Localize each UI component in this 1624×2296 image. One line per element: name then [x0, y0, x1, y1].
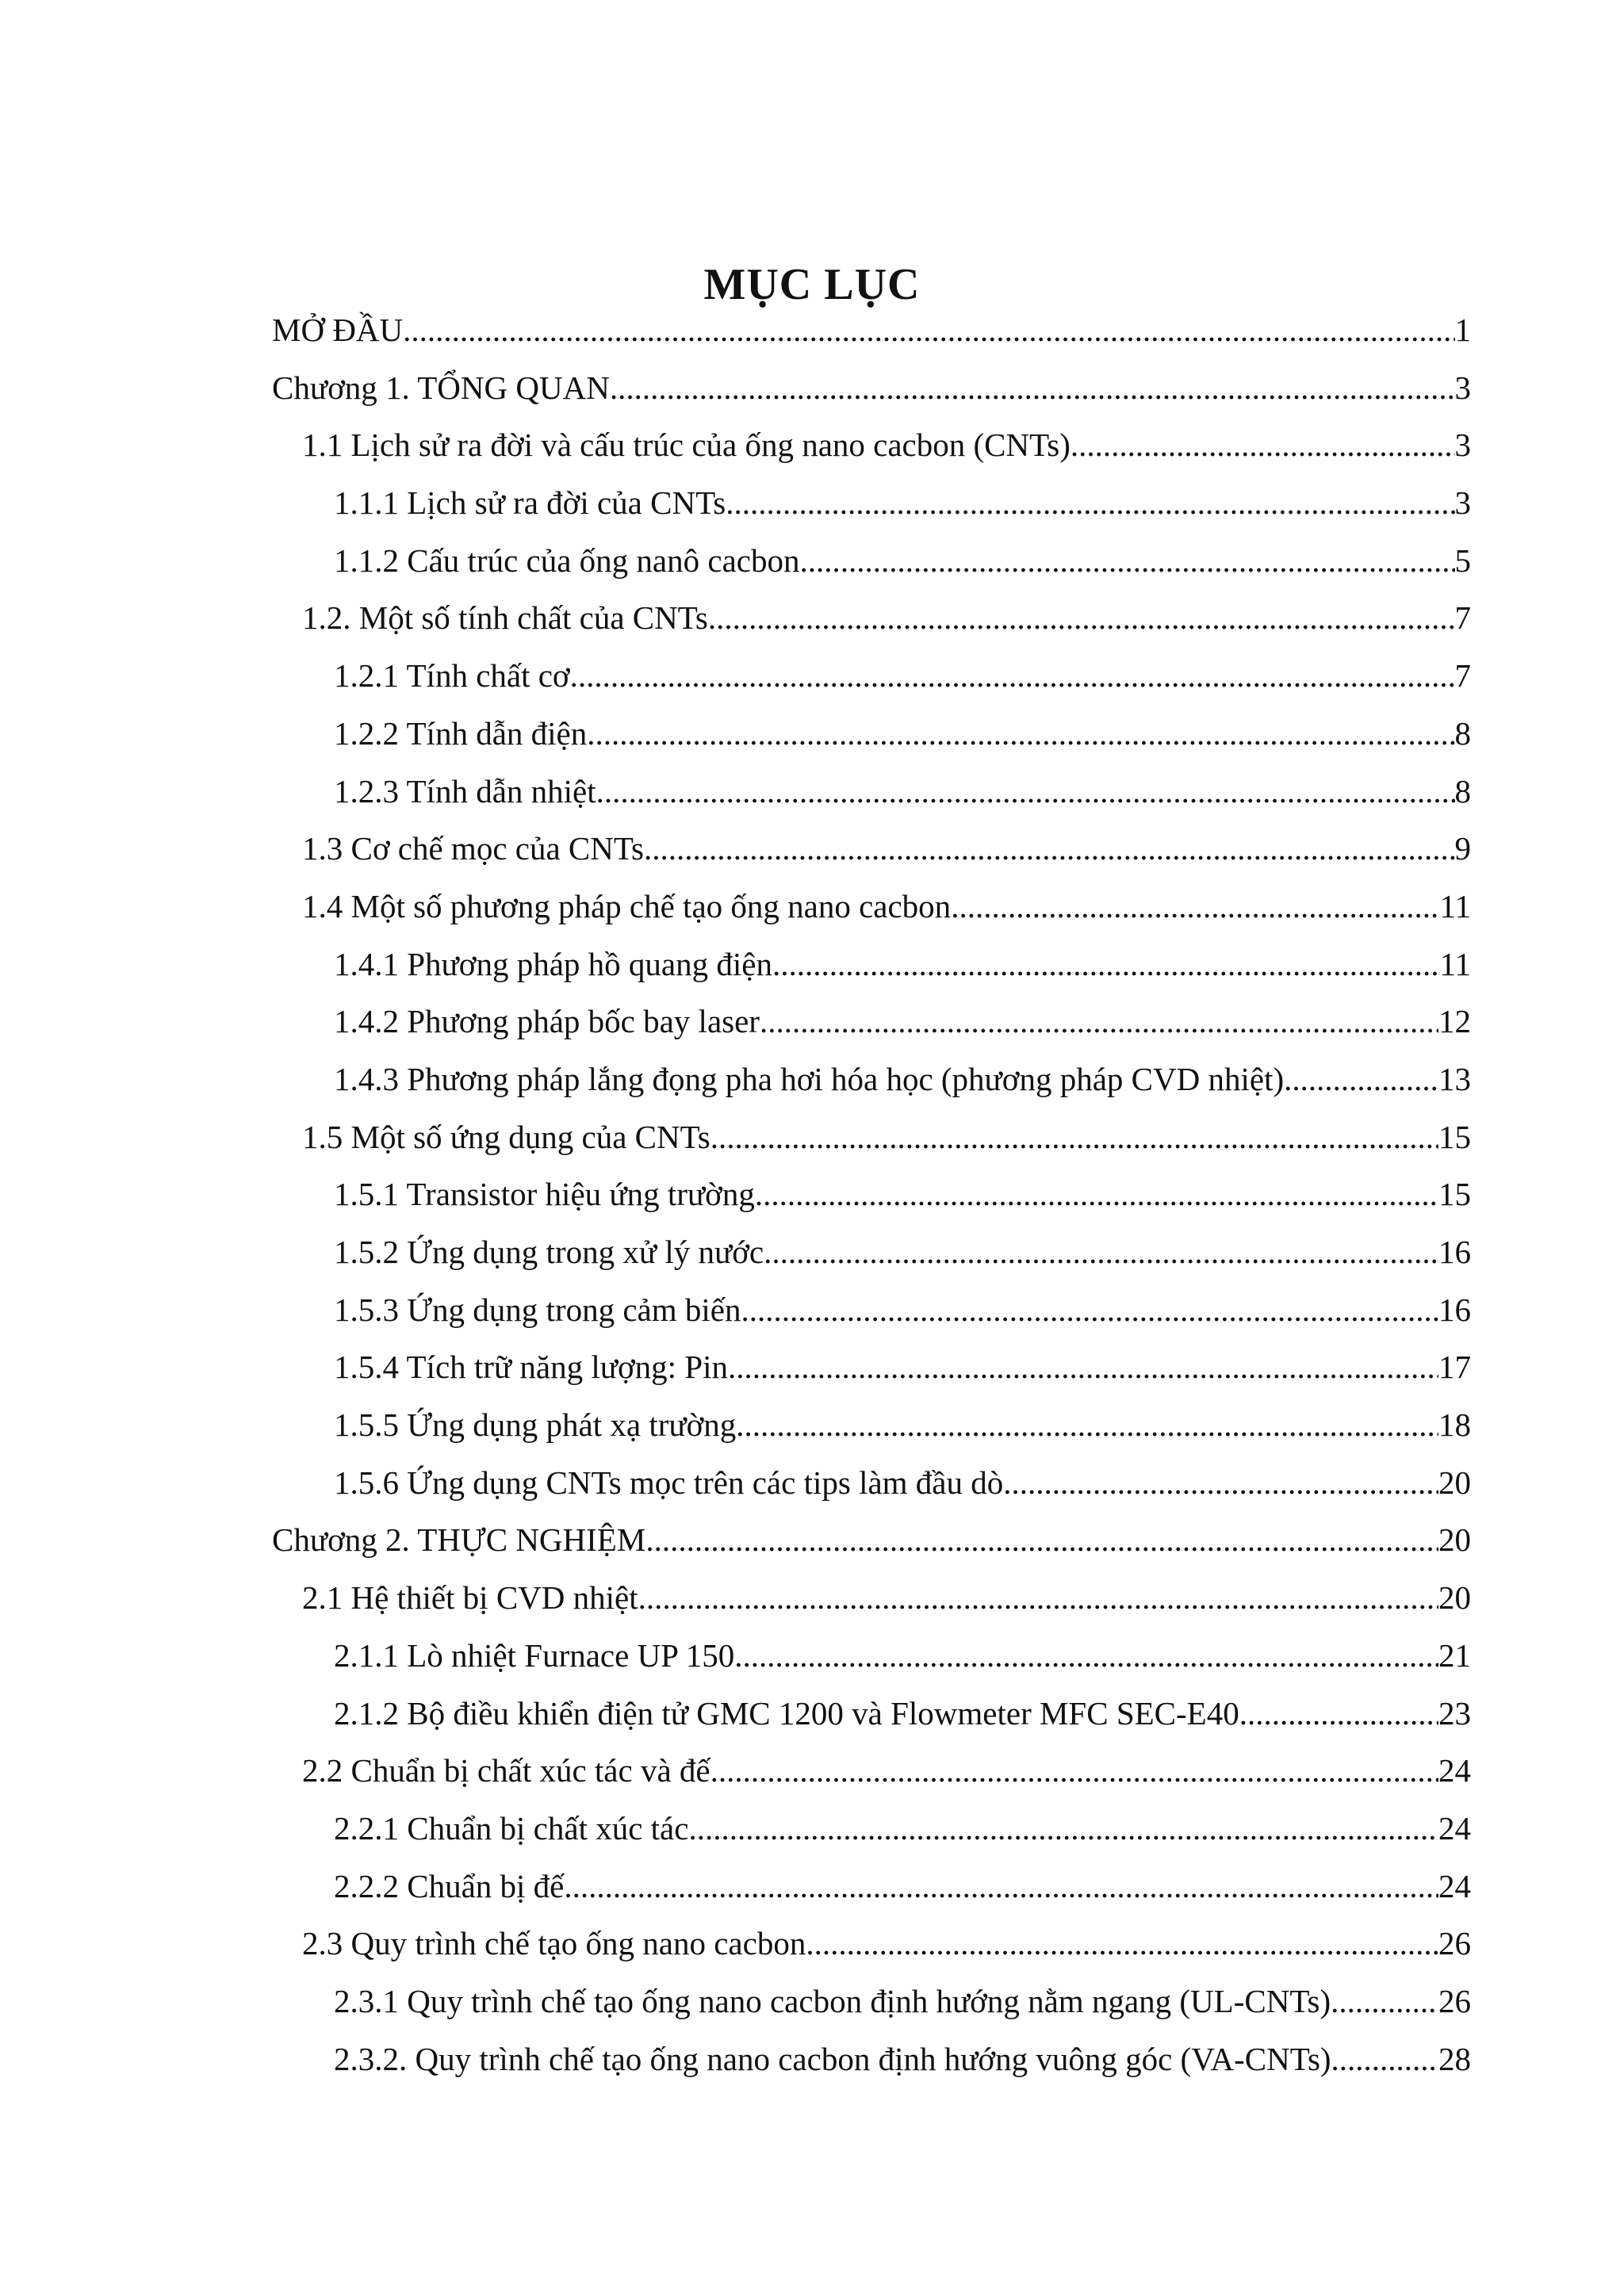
toc-entry	[0, 1627, 1624, 1685]
toc-entry-label: 1.5.6 Ứng dụng CNTs mọc trên các tips làm đầu dò	[334, 1464, 1004, 1501]
toc-entry-page-number: 16	[1438, 1234, 1471, 1270]
toc-dot-leader	[587, 705, 1454, 763]
toc-dot-leader	[570, 647, 1455, 705]
toc-entry-page-number: 20	[1438, 1521, 1471, 1559]
toc-entry	[0, 1511, 1624, 1569]
toc-entry	[0, 1396, 1624, 1454]
toc-entry-page-number: 3	[1454, 484, 1471, 522]
table-of-contents	[0, 301, 1624, 2087]
toc-entry	[0, 359, 1624, 417]
toc-entry	[0, 1858, 1624, 1915]
toc-entry-label: 1.1.1 Lịch sử ra đời của CNTs	[334, 484, 726, 522]
toc-dot-leader	[764, 1223, 1438, 1281]
toc-entry-label: 1.2.3 Tính dẫn nhiệt	[334, 772, 596, 809]
toc-entry	[0, 1569, 1624, 1627]
toc-dot-leader	[799, 532, 1454, 590]
toc-entry-page-number: 8	[1454, 714, 1471, 752]
toc-entry-page-number: 11	[1439, 887, 1471, 924]
toc-entry-page-number: 28	[1438, 2040, 1471, 2077]
toc-entry-page-number: 23	[1438, 1694, 1471, 1732]
toc-entry-label: Chương 1. TỔNG QUAN	[272, 369, 610, 406]
toc-dot-leader	[564, 1858, 1438, 1915]
toc-entry-page-number: 13	[1438, 1060, 1471, 1097]
toc-entry-label: 1.5 Một số ứng dụng của CNTs	[302, 1118, 710, 1155]
toc-entry-label: MỞ ĐẦU	[272, 312, 404, 348]
toc-entry-label: 1.2.2 Tính dẫn điện	[334, 714, 588, 752]
toc-entry-label: Chương 2. THỰC NGHIỆM	[272, 1521, 646, 1559]
toc-dot-leader	[772, 936, 1440, 993]
toc-entry	[0, 1454, 1624, 1512]
toc-entry-label: 1.4.2 Phương pháp bốc bay laser	[334, 1003, 760, 1040]
toc-entry	[0, 416, 1624, 474]
toc-entry-page-number: 21	[1438, 1636, 1471, 1674]
toc-entry-page-number: 1	[1454, 312, 1471, 348]
toc-dot-leader	[728, 1338, 1438, 1396]
toc-entry-label: 1.3 Cơ chế mọc của CNTs	[302, 830, 645, 867]
toc-entry-page-number: 20	[1438, 1579, 1471, 1617]
toc-entry-label: 1.4 Một số phương pháp chế tạo ống nano cacbon	[302, 887, 952, 924]
toc-entry-label: 2.2.1 Chuẩn bị chất xúc tác	[334, 1809, 689, 1846]
toc-entry	[0, 1338, 1624, 1396]
toc-entry-page-number: 16	[1438, 1291, 1471, 1328]
toc-entry-page-number: 12	[1438, 1003, 1471, 1040]
toc-entry	[0, 474, 1624, 532]
toc-dot-leader	[806, 1915, 1438, 1973]
toc-entry	[0, 1108, 1624, 1166]
toc-entry	[0, 532, 1624, 590]
toc-entry-page-number: 24	[1438, 1867, 1471, 1904]
toc-entry	[0, 301, 1624, 359]
toc-entry-page-number: 11	[1439, 945, 1471, 982]
toc-entry-page-number: 15	[1438, 1176, 1471, 1213]
toc-entry	[0, 2030, 1624, 2088]
toc-entry-label: 1.1.2 Cấu trúc của ống nanô cacbon	[334, 541, 800, 579]
toc-entry-page-number: 5	[1454, 541, 1471, 579]
toc-entry-page-number: 8	[1454, 772, 1471, 809]
toc-dot-leader	[403, 301, 1454, 359]
toc-entry-label: 2.1.2 Bộ điều khiển điện tử GMC 1200 và Flowmeter MFC SEC-E40	[334, 1694, 1239, 1732]
toc-entry	[0, 993, 1624, 1050]
toc-entry	[0, 936, 1624, 993]
toc-entry-label: 1.5.4 Tích trữ năng lượng: Pin	[334, 1349, 728, 1386]
toc-entry-label: 2.1 Hệ thiết bị CVD nhiệt	[302, 1579, 638, 1617]
toc-entry	[0, 589, 1624, 647]
toc-entry-label: 1.5.3 Ứng dụng trong cảm biến.	[334, 1291, 749, 1328]
toc-dot-leader	[708, 589, 1455, 647]
toc-dot-leader	[1003, 1454, 1438, 1512]
page-title: MỤC LỤC	[703, 259, 921, 309]
toc-dot-leader	[1239, 1685, 1438, 1743]
toc-entry-page-number: 26	[1438, 1925, 1471, 1962]
toc-entry-page-number: 24	[1438, 1752, 1471, 1789]
toc-dot-leader	[760, 993, 1438, 1050]
toc-entry-page-number: 24	[1438, 1809, 1471, 1846]
toc-dot-leader	[749, 1281, 1438, 1339]
toc-entry-page-number: 7	[1454, 657, 1471, 695]
toc-entry-page-number: 17	[1438, 1349, 1471, 1386]
toc-entry-page-number: 3	[1454, 369, 1471, 406]
toc-entry-label: 1.4.3 Phương pháp lắng đọng pha hơi hóa học (phương pháp CVD nhiệt)	[334, 1060, 1285, 1097]
toc-entry	[0, 1281, 1624, 1339]
toc-entry	[0, 1800, 1624, 1858]
toc-entry	[0, 647, 1624, 705]
toc-dot-leader	[688, 1800, 1438, 1858]
toc-entry-page-number: 18	[1438, 1406, 1471, 1444]
toc-entry-label: 2.1.1 Lò nhiệt Furnace UP 150	[334, 1636, 735, 1674]
toc-entry-page-number: 26	[1438, 1982, 1471, 2019]
toc-dot-leader	[1331, 1973, 1438, 2030]
toc-dot-leader	[1071, 416, 1455, 474]
toc-dot-leader	[734, 1627, 1438, 1685]
toc-entry	[0, 820, 1624, 878]
toc-dot-leader	[736, 1396, 1438, 1454]
toc-entry	[0, 878, 1624, 936]
toc-entry	[0, 1223, 1624, 1281]
toc-dot-leader	[610, 359, 1455, 417]
toc-entry-label: 1.5.2 Ứng dụng trong xử lý nước	[334, 1234, 764, 1270]
toc-dot-leader	[726, 474, 1454, 532]
toc-dot-leader	[951, 878, 1439, 936]
toc-dot-leader	[755, 1165, 1438, 1223]
toc-dot-leader	[596, 763, 1455, 821]
toc-entry-page-number: 3	[1454, 427, 1471, 464]
toc-dot-leader	[710, 1108, 1438, 1166]
toc-entry-label: 1.2.1 Tính chất cơ	[334, 657, 570, 695]
toc-dot-leader	[1331, 2030, 1438, 2088]
toc-entry	[0, 1973, 1624, 2030]
toc-entry-label: 2.3 Quy trình chế tạo ống nano cacbon	[302, 1925, 806, 1962]
toc-entry-label: 2.2 Chuẩn bị chất xúc tác và đế	[302, 1752, 710, 1789]
toc-entry-page-number: 7	[1454, 599, 1471, 637]
toc-entry-label: 2.3.2. Quy trình chế tạo ống nano cacbon định hướng vuông góc (VA-CNTs)	[334, 2040, 1331, 2077]
toc-entry-label: 1.5.1 Transistor hiệu ứng trường	[334, 1176, 755, 1213]
toc-dot-leader	[710, 1742, 1438, 1800]
toc-entry	[0, 1742, 1624, 1800]
toc-entry-label: 1.4.1 Phương pháp hồ quang điện	[334, 945, 772, 982]
toc-entry	[0, 1915, 1624, 1973]
toc-entry-page-number: 20	[1438, 1464, 1471, 1501]
toc-dot-leader	[644, 820, 1454, 878]
toc-entry-page-number: 15	[1438, 1118, 1471, 1155]
toc-entry	[0, 1685, 1624, 1743]
toc-entry-label: 2.2.2 Chuẩn bị đế	[334, 1867, 565, 1904]
toc-entry	[0, 1165, 1624, 1223]
toc-entry-label: 2.3.1 Quy trình chế tạo ống nano cacbon định hướng nằm ngang (UL-CNTs)	[334, 1982, 1331, 2019]
toc-entry	[0, 705, 1624, 763]
toc-entry-label: 1.2. Một số tính chất của CNTs	[302, 599, 708, 637]
toc-entry-label: 1.5.5 Ứng dụng phát xạ trường	[334, 1406, 737, 1444]
toc-entry-page-number: 9	[1454, 830, 1471, 867]
toc-entry	[0, 763, 1624, 821]
toc-dot-leader	[638, 1569, 1438, 1627]
toc-entry	[0, 1050, 1624, 1108]
toc-dot-leader	[645, 1511, 1438, 1569]
toc-dot-leader	[1284, 1050, 1438, 1108]
toc-entry-label: 1.1 Lịch sử ra đời và cấu trúc của ống nano cacbon (CNTs)	[302, 427, 1071, 464]
